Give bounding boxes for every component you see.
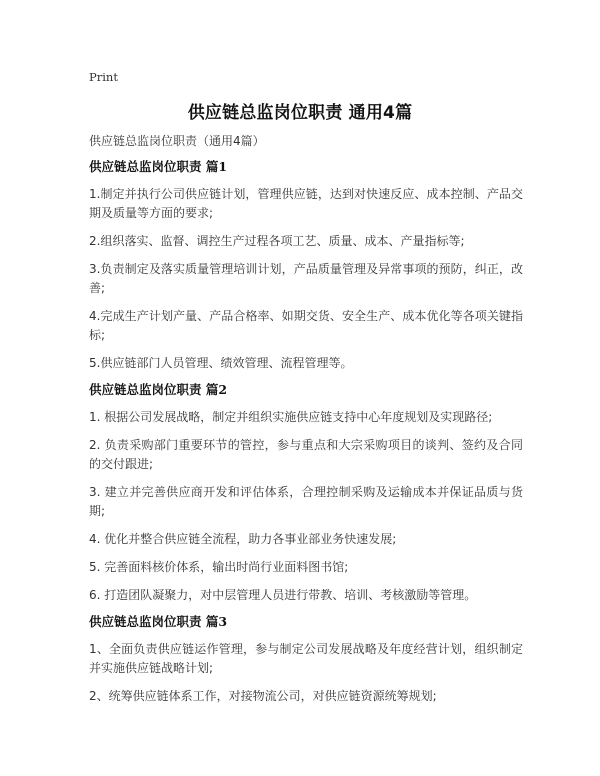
list-item: 3.负责制定及落实质量管理培训计划，产品质量管理及异常事项的预防，纠正，改善; (89, 262, 523, 295)
list-item: 5. 完善面料核价体系，输出时尚行业面料图书馆; (89, 560, 349, 574)
document-title: 供应链总监岗位职责 通用4篇 (187, 103, 413, 123)
list-item: 6. 打造团队凝聚力，对中层管理人员进行带教、培训、考核激励等管理。 (89, 588, 477, 602)
list-item: 3. 建立并完善供应商开发和评估体系，合理控制采购及运输成本并保证品质与货期; (89, 485, 523, 518)
document-subtitle: 供应链总监岗位职责（通用4篇） (89, 134, 265, 148)
list-item: 1、全面负责供应链运作管理，参与制定公司发展战略及年度经营计划，组织制定并实施供应链战略计划; (89, 642, 523, 675)
print-label[interactable]: Print (89, 70, 118, 84)
list-item: 2、统筹供应链体系工作，对接物流公司，对供应链资源统筹规划; (89, 689, 437, 703)
list-item: 4. 优化并整合供应链全流程，助力各事业部业务快速发展; (89, 532, 397, 546)
list-item: 4.完成生产计划产量、产品合格率、如期交货、安全生产、成本优化等各项关键指标; (89, 309, 523, 342)
section-heading: 供应链总监岗位职责 篇2 (89, 382, 228, 397)
list-item: 1. 根据公司发展战略，制定并组织实施供应链支持中心年度规划及实现路径; (89, 410, 493, 424)
list-item: 2. 负责采购部门重要环节的管控，参与重点和大宗采购项目的谈判、签约及合同的交付跟进; (89, 438, 523, 471)
section-heading: 供应链总监岗位职责 篇1 (89, 159, 228, 174)
list-item: 5.供应链部门人员管理、绩效管理、流程管理等。 (89, 356, 353, 370)
document-body (89, 133, 523, 715)
list-item: 2.组织落实、监督、调控生产过程各项工艺、质量、成本、产量指标等; (89, 234, 465, 248)
list-item: 1.制定并执行公司供应链计划，管理供应链，达到对快速反应、成本控制、产品交期及质量等方面的要求; (89, 187, 523, 220)
section-heading: 供应链总监岗位职责 篇3 (89, 614, 228, 629)
